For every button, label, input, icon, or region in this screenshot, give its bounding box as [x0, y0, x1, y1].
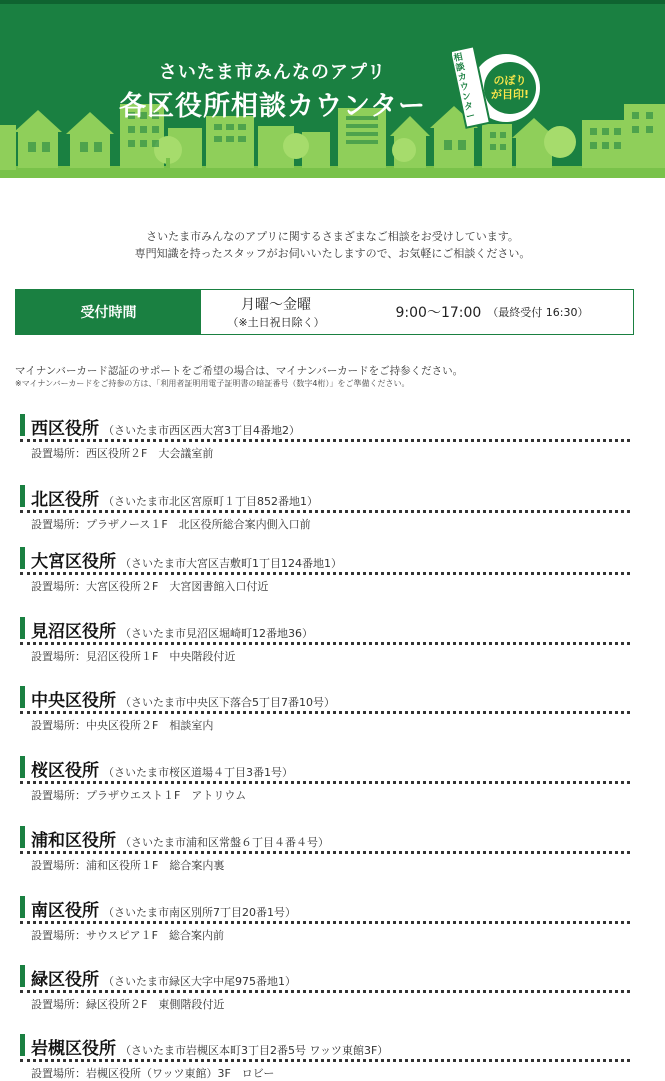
intro-line-1: さいたま市みんなのアプリに関するさまざまなご相談をお受けしています。: [146, 230, 519, 243]
last-reception: （最終受付 16:30）: [487, 306, 589, 319]
office-name: 見沼区役所: [31, 622, 116, 642]
office-address: （さいたま市桜区道場４丁目3番1号）: [103, 766, 293, 779]
dotted-divider: [20, 439, 630, 442]
intro-text: [0, 228, 665, 262]
office-heading: [20, 896, 630, 921]
office-heading: [20, 756, 630, 781]
badge-label: のぼりが目印!: [490, 74, 530, 101]
dotted-divider: [20, 510, 630, 513]
office-name: 中央区役所: [31, 691, 116, 711]
office-item: [20, 617, 630, 664]
office-item: [20, 414, 630, 461]
reception-hours-table: [15, 289, 634, 335]
office-address: （さいたま市大宮区吉敷町1丁目124番地1）: [120, 557, 342, 570]
dotted-divider: [20, 642, 630, 645]
page-title: 各区役所相談カウンター: [119, 91, 426, 122]
app-name-subtitle: さいたま市みんなのアプリ: [158, 62, 387, 83]
office-item: [20, 1034, 630, 1081]
office-name: 桜区役所: [31, 761, 99, 781]
office-location: 設置場所：サウスピア１F 総合案内前: [31, 929, 224, 942]
office-address: （さいたま市北区宮原町１丁目852番地1）: [103, 495, 318, 508]
days-note: （※土日祝日除く）: [227, 316, 325, 329]
banner-flag-badge: [452, 42, 542, 132]
office-location: 設置場所：浦和区役所１F 総合案内裏: [31, 859, 225, 872]
office-address: （さいたま市見沼区堀崎町12番地36）: [120, 627, 313, 640]
dotted-divider: [20, 572, 630, 575]
office-item: [20, 686, 630, 733]
office-item: [20, 485, 630, 532]
office-heading: [20, 617, 630, 642]
pin-note: ※マイナンバーカードをご持参の方は、「利用者証明用電子証明書の暗証番号（数字4桁）」をご準備ください。: [15, 379, 410, 388]
office-location: 設置場所：見沼区役所１F 中央階段付近: [31, 650, 236, 663]
office-heading: [20, 1034, 630, 1059]
office-name: 北区役所: [31, 490, 99, 510]
flag-label: 相談カウンター: [452, 52, 477, 123]
dotted-divider: [20, 921, 630, 924]
office-name: 浦和区役所: [31, 831, 116, 851]
office-name: 大宮区役所: [31, 552, 116, 572]
office-heading: [20, 826, 630, 851]
office-address: （さいたま市浦和区常盤６丁目４番４号）: [120, 836, 329, 849]
hours-time: [351, 290, 633, 334]
dotted-divider: [20, 990, 630, 993]
hours-label: 受付時間: [16, 290, 201, 334]
office-location: 設置場所：プラザウエスト１F アトリウム: [31, 789, 247, 802]
office-item: [20, 547, 630, 594]
office-location: 設置場所：プラザノース１F 北区役所総合案内側入口前: [31, 518, 311, 531]
office-heading: [20, 686, 630, 711]
days-range: 月曜～金曜: [241, 297, 311, 313]
dotted-divider: [20, 851, 630, 854]
office-name: 南区役所: [31, 901, 99, 921]
office-item: [20, 826, 630, 873]
office-heading: [20, 547, 630, 572]
office-address: （さいたま市中央区下落合5丁目7番10号）: [120, 696, 335, 709]
time-range: 9:00～17:00: [395, 305, 482, 321]
office-heading: [20, 485, 630, 510]
office-location: 設置場所：大宮区役所２F 大宮図書館入口付近: [31, 580, 269, 593]
office-heading: [20, 414, 630, 439]
header-banner: [0, 0, 665, 178]
office-address: （さいたま市西区西大宮3丁目4番地2）: [103, 424, 300, 437]
office-location: 設置場所：緑区役所２F 東側階段付近: [31, 998, 225, 1011]
dotted-divider: [20, 781, 630, 784]
office-address: （さいたま市南区別所7丁目20番1号）: [103, 906, 296, 919]
dotted-divider: [20, 1059, 630, 1062]
office-location: 設置場所：岩槻区役所（ワッツ東館）3F ロビー: [31, 1067, 275, 1080]
office-address: （さいたま市岩槻区本町3丁目2番5号 ワッツ東館3F）: [120, 1044, 389, 1057]
office-location: 設置場所：西区役所２F 大会議室前: [31, 447, 214, 460]
office-item: [20, 896, 630, 943]
office-name: 岩槻区役所: [31, 1039, 116, 1059]
office-item: [20, 756, 630, 803]
office-name: 緑区役所: [31, 970, 99, 990]
office-item: [20, 965, 630, 1012]
office-name: 西区役所: [31, 419, 99, 439]
office-location: 設置場所：中央区役所２F 相談室内: [31, 719, 214, 732]
intro-line-2: 専門知識を持ったスタッフがお伺いいたしますので、お気軽にご相談ください。: [134, 247, 531, 260]
hours-days: [201, 290, 351, 334]
mynumber-note: マイナンバーカード認証のサポートをご希望の場合は、マイナンバーカードをご持参ください。: [15, 365, 464, 377]
office-address: （さいたま市緑区大字中尾975番地1）: [103, 975, 296, 988]
office-heading: [20, 965, 630, 990]
dotted-divider: [20, 711, 630, 714]
